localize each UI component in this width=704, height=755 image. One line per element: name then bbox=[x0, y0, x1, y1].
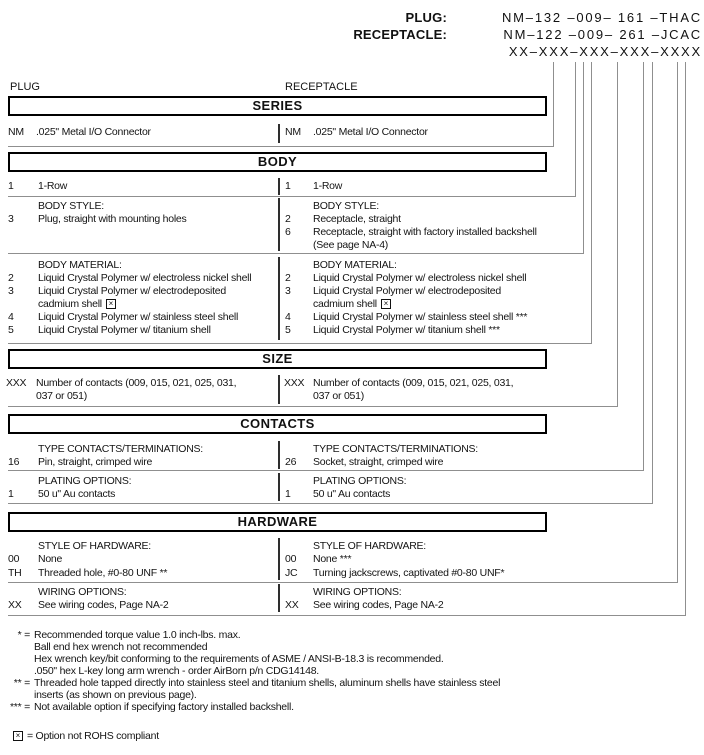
hardware-style-right-label: STYLE OF HARDWARE: bbox=[313, 540, 426, 552]
body-material-right-code-2: 2 bbox=[285, 272, 291, 284]
body-material-right-code-4: 4 bbox=[285, 311, 291, 323]
wiring-right-label: WIRING OPTIONS: bbox=[313, 586, 402, 598]
contact-type-right-desc: Socket, straight, crimped wire bbox=[313, 456, 444, 468]
body-style-right-note: (See page NA-4) bbox=[313, 239, 389, 251]
series-left-desc: .025" Metal I/O Connector bbox=[36, 126, 151, 138]
body-style-left-label: BODY STYLE: bbox=[38, 200, 104, 212]
contact-type-left-code: 16 bbox=[8, 456, 20, 468]
footnote-double-star-line2: inserts (as shown on previous page). bbox=[34, 689, 197, 701]
section-title-hardware: HARDWARE bbox=[8, 512, 547, 532]
plating-column-divider bbox=[278, 473, 280, 501]
series-right-desc: .025" Metal I/O Connector bbox=[313, 126, 428, 138]
section-title-series: SERIES bbox=[8, 96, 547, 116]
body-row-right-desc: 1-Row bbox=[313, 180, 343, 192]
connector-line-wiring bbox=[8, 62, 686, 616]
size-right-desc-line2: 037 or 051) bbox=[313, 390, 364, 402]
body-style-right-label: BODY STYLE: bbox=[313, 200, 379, 212]
footnote-double-star-line1: Threaded hole tapped directly into stainless steel and titanium shells, aluminum shells have stainless steel bbox=[34, 677, 501, 689]
footnote-rohs-text: = Option not ROHS compliant bbox=[27, 730, 159, 742]
body-material-left-code-3: 3 bbox=[8, 285, 14, 297]
body-material-left-desc-2: Liquid Crystal Polymer w/ electroless nickel shell bbox=[38, 272, 252, 284]
plating-left-label: PLATING OPTIONS: bbox=[38, 475, 132, 487]
size-left-desc-line1: Number of contacts (009, 015, 021, 025, 031, bbox=[36, 377, 237, 389]
contact-type-right-code: 26 bbox=[285, 456, 297, 468]
hardware-style-left-code-00: 00 bbox=[8, 553, 20, 565]
receptacle-part-number-value: NM–122 –009– 261 –JCAC bbox=[503, 27, 702, 42]
body-material-right-code-3: 3 bbox=[285, 285, 291, 297]
size-column-divider bbox=[278, 375, 280, 404]
section-title-body: BODY bbox=[8, 152, 547, 172]
wiring-column-divider bbox=[278, 584, 280, 612]
part-number-format-mask: XX–XXX–XXX–XXX–XXXX bbox=[508, 44, 702, 59]
hardware-style-right-code-jc: JC bbox=[285, 567, 298, 579]
body-style-column-divider bbox=[278, 198, 280, 251]
body-material-left-desc-5: Liquid Crystal Polymer w/ titanium shell bbox=[38, 324, 211, 336]
body-material-left-code-2: 2 bbox=[8, 272, 14, 284]
hardware-style-left-desc-th: Threaded hole, #0-80 UNF ** bbox=[38, 567, 168, 579]
body-row-left-desc: 1-Row bbox=[38, 180, 68, 192]
series-left-code: NM bbox=[8, 126, 24, 138]
body-material-right-desc-4: Liquid Crystal Polymer w/ stainless steel shell *** bbox=[313, 311, 528, 323]
rohs-icon: × bbox=[13, 731, 23, 741]
plating-left-code: 1 bbox=[8, 488, 14, 500]
body-material-right-desc-3: Liquid Crystal Polymer w/ electrodeposited bbox=[313, 285, 501, 297]
body-style-right-code-6: 6 bbox=[285, 226, 291, 238]
plug-part-number-value: NM–132 –009– 161 –THAC bbox=[501, 10, 702, 25]
size-left-desc-line2: 037 or 051) bbox=[36, 390, 87, 402]
body-style-right-desc-2: Receptacle, straight bbox=[313, 213, 401, 225]
body-material-left-code-4: 4 bbox=[8, 311, 14, 323]
contact-type-left-desc: Pin, straight, crimped wire bbox=[38, 456, 153, 468]
wiring-left-label: WIRING OPTIONS: bbox=[38, 586, 127, 598]
rohs-icon: × bbox=[106, 299, 116, 309]
body-style-left-desc: Plug, straight with mounting holes bbox=[38, 213, 187, 225]
section-title-contacts: CONTACTS bbox=[8, 414, 547, 434]
footnote-triple-star-marker: *** = bbox=[9, 701, 30, 713]
footnote-star-line1: Recommended torque value 1.0 inch-lbs. max. bbox=[34, 629, 241, 641]
column-header-receptacle: RECEPTACLE bbox=[285, 81, 358, 93]
body-style-right-code-2: 2 bbox=[285, 213, 291, 225]
body-style-right-desc-6: Receptacle, straight with factory installed backshell bbox=[313, 226, 537, 238]
hardware-style-right-desc-00: None *** bbox=[313, 553, 352, 565]
footnote-triple-star-line1: Not available option if specifying factory installed backshell. bbox=[34, 701, 294, 713]
series-column-divider bbox=[278, 124, 280, 143]
receptacle-part-number-label: RECEPTACLE: bbox=[353, 27, 447, 42]
size-right-desc-line1: Number of contacts (009, 015, 021, 025, 031, bbox=[313, 377, 514, 389]
wiring-left-desc: See wiring codes, Page NA-2 bbox=[38, 599, 169, 611]
body-material-left-desc-3: Liquid Crystal Polymer w/ electrodeposited bbox=[38, 285, 226, 297]
contact-type-right-label: TYPE CONTACTS/TERMINATIONS: bbox=[313, 443, 478, 455]
body-material-left-desc-3b: cadmium shell bbox=[38, 298, 102, 310]
footnote-star-line4: .050" hex L-key long arm wrench - order AirBorn p/n CDG14148. bbox=[34, 665, 319, 677]
body-material-right-code-5: 5 bbox=[285, 324, 291, 336]
size-left-code: XXX bbox=[6, 377, 27, 389]
footnote-double-star-marker: ** = bbox=[13, 677, 30, 689]
contact-type-left-label: TYPE CONTACTS/TERMINATIONS: bbox=[38, 443, 203, 455]
body-material-right-desc-5: Liquid Crystal Polymer w/ titanium shell *** bbox=[313, 324, 500, 336]
plating-right-code: 1 bbox=[285, 488, 291, 500]
plating-left-desc: 50 u" Au contacts bbox=[38, 488, 116, 500]
size-right-code: XXX bbox=[284, 377, 305, 389]
body-material-left-code-5: 5 bbox=[8, 324, 14, 336]
section-title-size: SIZE bbox=[8, 349, 547, 369]
body-row-right-code: 1 bbox=[285, 180, 291, 192]
wiring-right-code: XX bbox=[285, 599, 299, 611]
body-material-column-divider bbox=[278, 257, 280, 340]
hardware-style-left-code-th: TH bbox=[8, 567, 22, 579]
hardware-style-left-label: STYLE OF HARDWARE: bbox=[38, 540, 151, 552]
hardware-style-right-code-00: 00 bbox=[285, 553, 297, 565]
wiring-right-desc: See wiring codes, Page NA-2 bbox=[313, 599, 444, 611]
body-style-left-code: 3 bbox=[8, 213, 14, 225]
plating-right-label: PLATING OPTIONS: bbox=[313, 475, 407, 487]
series-right-code: NM bbox=[285, 126, 301, 138]
body-row-column-divider bbox=[278, 178, 280, 195]
plug-part-number-label: PLUG: bbox=[405, 10, 447, 25]
body-material-left-desc-4: Liquid Crystal Polymer w/ stainless steel shell bbox=[38, 311, 239, 323]
body-material-right-label: BODY MATERIAL: bbox=[313, 259, 397, 271]
plating-right-desc: 50 u" Au contacts bbox=[313, 488, 391, 500]
footnote-star-line2: Ball end hex wrench not recommended bbox=[34, 641, 208, 653]
hardware-style-right-desc-jc: Turning jackscrews, captivated #0-80 UNF* bbox=[313, 567, 505, 579]
body-material-left-label: BODY MATERIAL: bbox=[38, 259, 122, 271]
hardware-style-column-divider bbox=[278, 538, 280, 580]
rohs-icon: × bbox=[381, 299, 391, 309]
footnote-star-line3: Hex wrench key/bit conforming to the requirements of ASME / ANSI-B-18.3 is recommended. bbox=[34, 653, 444, 665]
column-header-plug: PLUG bbox=[10, 81, 40, 93]
body-material-right-desc-3b: cadmium shell bbox=[313, 298, 377, 310]
hardware-style-left-desc-00: None bbox=[38, 553, 63, 565]
body-row-left-code: 1 bbox=[8, 180, 14, 192]
contact-type-column-divider bbox=[278, 441, 280, 469]
body-material-right-desc-2: Liquid Crystal Polymer w/ electroless nickel shell bbox=[313, 272, 527, 284]
footnote-star-marker: * = bbox=[17, 629, 30, 641]
wiring-left-code: XX bbox=[8, 599, 22, 611]
